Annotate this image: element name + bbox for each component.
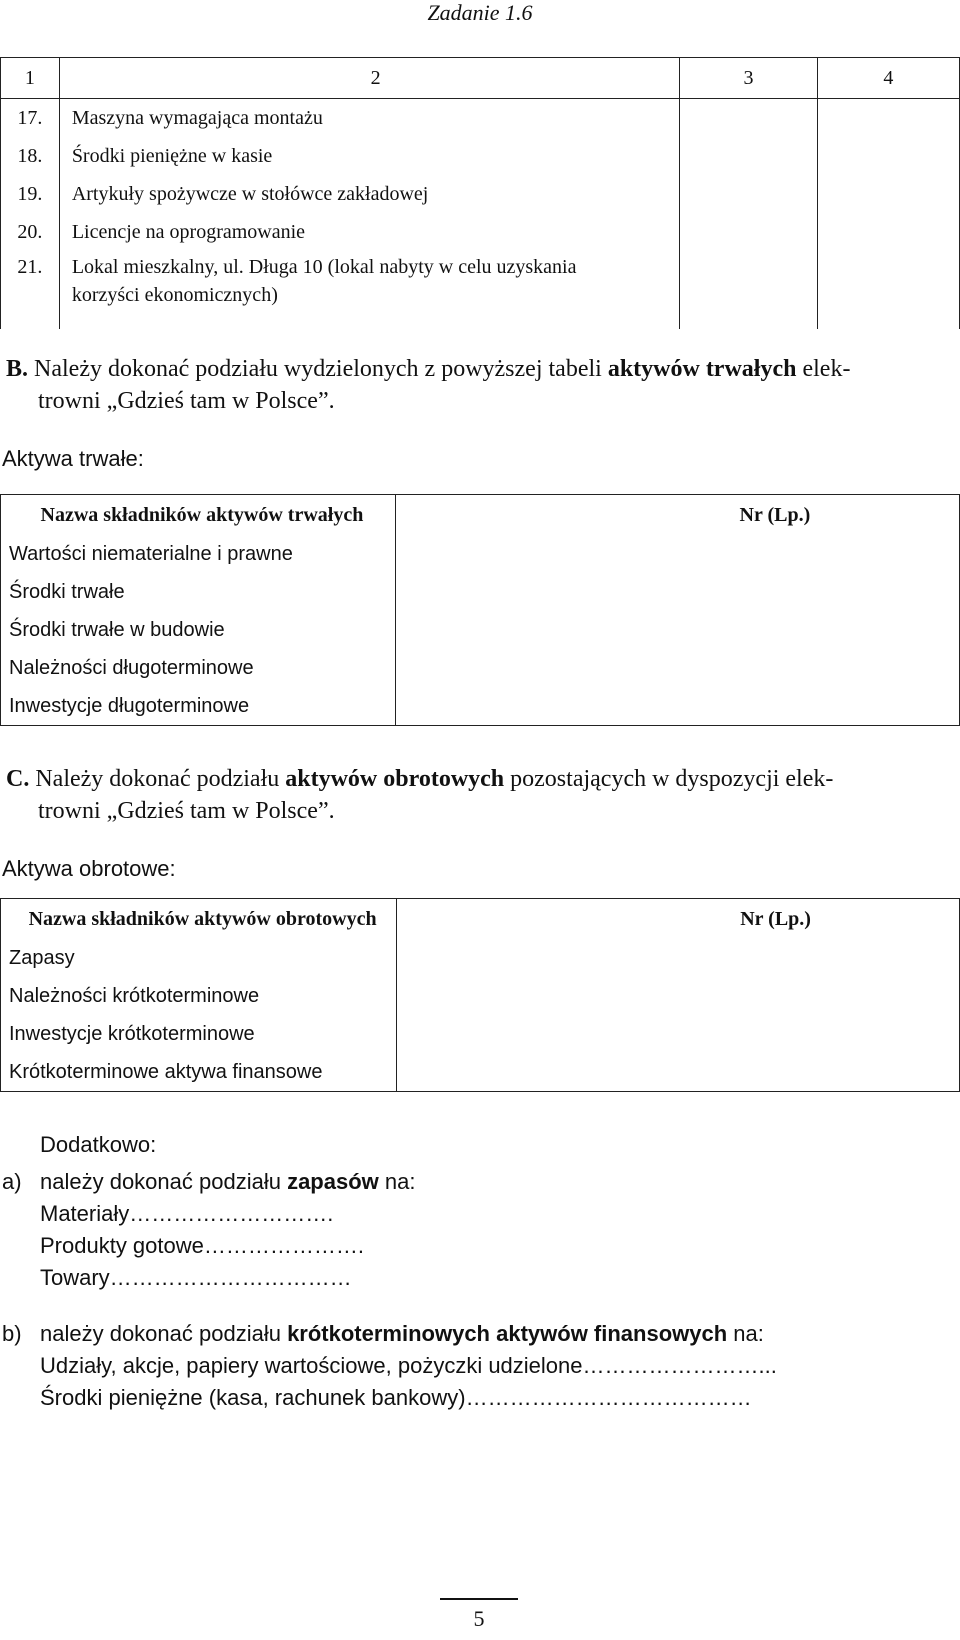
row-number: 20. <box>1 213 60 251</box>
text: trowni „Gdzieś tam w Polsce”. <box>38 388 335 414</box>
text: należy dokonać podziału <box>40 1169 288 1194</box>
row-text-line1: Lokal mieszkalny, ul. Długa 10 (lokal nabyty w celu uzyskania <box>71 256 577 278</box>
page-number: 5 <box>473 1606 485 1631</box>
section-caption: Aktywa trwałe: <box>2 446 144 471</box>
col-header-3: 3 <box>680 58 817 99</box>
nr-cell[interactable] <box>397 939 960 977</box>
table-header-row <box>1 58 960 99</box>
row-text-line2: korzyści ekonomicznych) <box>71 284 278 306</box>
section-c-paragraph <box>6 763 956 827</box>
answer-cell-3[interactable] <box>680 137 817 175</box>
table-row <box>1 99 960 138</box>
text: na: <box>378 1169 416 1194</box>
row-text: Licencje na oprogramowanie <box>59 213 680 251</box>
row-number: 18. <box>1 137 60 175</box>
additional-heading: Dodatkowo: <box>40 1132 157 1157</box>
table-row <box>1 611 960 649</box>
col-header-name: Nazwa składników aktywów obrotowych <box>1 899 397 940</box>
section-b-paragraph <box>6 353 956 417</box>
row-text: Artykuły spożywcze w stołówce zakładowej <box>59 175 680 213</box>
bold-text: aktywów obrotowych <box>285 766 505 792</box>
row-name: Wartości niematerialne i prawne <box>1 535 396 573</box>
nr-cell[interactable] <box>397 977 960 1015</box>
answer-cell-4[interactable] <box>817 99 959 138</box>
list-item: Udziały, akcje, papiery wartościowe, pożyczki udzielone……………………... <box>40 1353 777 1378</box>
list-item: Produkty gotowe…………………. <box>40 1233 364 1258</box>
bold-text: krótkoterminowych aktywów finansowych <box>287 1321 728 1346</box>
row-name: Inwestycje krótkoterminowe <box>1 1015 397 1053</box>
col-header-nr: Nr (Lp.) <box>395 495 959 536</box>
nr-cell[interactable] <box>397 1015 960 1053</box>
row-name: Środki trwałe <box>1 573 396 611</box>
row-name: Zapasy <box>1 939 397 977</box>
table-row <box>1 251 960 329</box>
row-number: 17. <box>1 99 60 138</box>
col-header-nr: Nr (Lp.) <box>397 899 960 940</box>
items-table <box>0 57 960 329</box>
answer-cell-3[interactable] <box>680 175 817 213</box>
row-name: Należności krótkoterminowe <box>1 977 397 1015</box>
table-row <box>1 977 960 1015</box>
list-a <box>2 1166 942 1294</box>
answer-cell-3[interactable] <box>680 213 817 251</box>
row-number: 19. <box>1 175 60 213</box>
text: na: <box>727 1321 764 1346</box>
col-header-4: 4 <box>817 58 959 99</box>
table-header-row <box>1 899 960 940</box>
section-caption: Aktywa obrotowe: <box>2 856 176 881</box>
row-name: Krótkoterminowe aktywa finansowe <box>1 1053 397 1092</box>
nr-cell[interactable] <box>395 687 959 726</box>
col-header-1: 1 <box>1 58 60 99</box>
table-row <box>1 1053 960 1092</box>
table-row <box>1 137 960 175</box>
answer-cell-4[interactable] <box>817 137 959 175</box>
nr-cell[interactable] <box>395 611 959 649</box>
row-name: Inwestycje długoterminowe <box>1 687 396 726</box>
table-row <box>1 213 960 251</box>
row-text: Środki pieniężne w kasie <box>59 137 680 175</box>
table-row <box>1 649 960 687</box>
list-marker: b) <box>2 1321 22 1346</box>
text: Należy dokonać podziału wydzielonych z powyższej tabeli <box>34 356 608 382</box>
footer-rule <box>440 1598 518 1600</box>
table-row <box>1 573 960 611</box>
list-marker: a) <box>2 1169 22 1194</box>
answer-cell-4[interactable] <box>817 213 959 251</box>
row-number: 21. <box>1 251 60 329</box>
row-text <box>59 251 680 329</box>
table-row <box>1 535 960 573</box>
bold-text: aktywów trwałych <box>607 356 797 382</box>
row-name: Środki trwałe w budowie <box>1 611 396 649</box>
answer-cell-4[interactable] <box>817 251 959 329</box>
answer-cell-3[interactable] <box>680 99 817 138</box>
bold-text: zapasów <box>287 1169 379 1194</box>
text: trowni „Gdzieś tam w Polsce”. <box>38 798 335 824</box>
exercise-title: Zadanie 1.6 <box>427 0 533 25</box>
list-b <box>2 1318 952 1414</box>
nr-cell[interactable] <box>395 535 959 573</box>
answer-cell-4[interactable] <box>817 175 959 213</box>
text: elek- <box>796 356 851 382</box>
nr-cell[interactable] <box>397 1053 960 1092</box>
col-header-name: Nazwa składników aktywów trwałych <box>1 495 396 536</box>
text: pozostających w dyspozycji elek- <box>504 766 834 792</box>
nr-cell[interactable] <box>395 649 959 687</box>
col-header-2: 2 <box>59 58 680 99</box>
row-text: Maszyna wymagająca montażu <box>59 99 680 138</box>
list-item: Towary…………………………… <box>40 1265 352 1290</box>
section-letter: C. <box>6 766 30 792</box>
current-assets-table <box>0 898 960 1092</box>
list-item: Środki pieniężne (kasa, rachunek bankowy)………………………………… <box>40 1385 752 1410</box>
nr-cell[interactable] <box>395 573 959 611</box>
row-name: Należności długoterminowe <box>1 649 396 687</box>
list-item: Materiały………………………. <box>40 1201 334 1226</box>
text: Należy dokonać podziału <box>35 766 286 792</box>
table-row <box>1 687 960 726</box>
section-letter: B. <box>6 356 29 382</box>
table-row <box>1 939 960 977</box>
table-header-row <box>1 495 960 536</box>
table-row <box>1 175 960 213</box>
answer-cell-3[interactable] <box>680 251 817 329</box>
fixed-assets-table <box>0 494 960 726</box>
table-row <box>1 1015 960 1053</box>
text: należy dokonać podziału <box>40 1321 288 1346</box>
